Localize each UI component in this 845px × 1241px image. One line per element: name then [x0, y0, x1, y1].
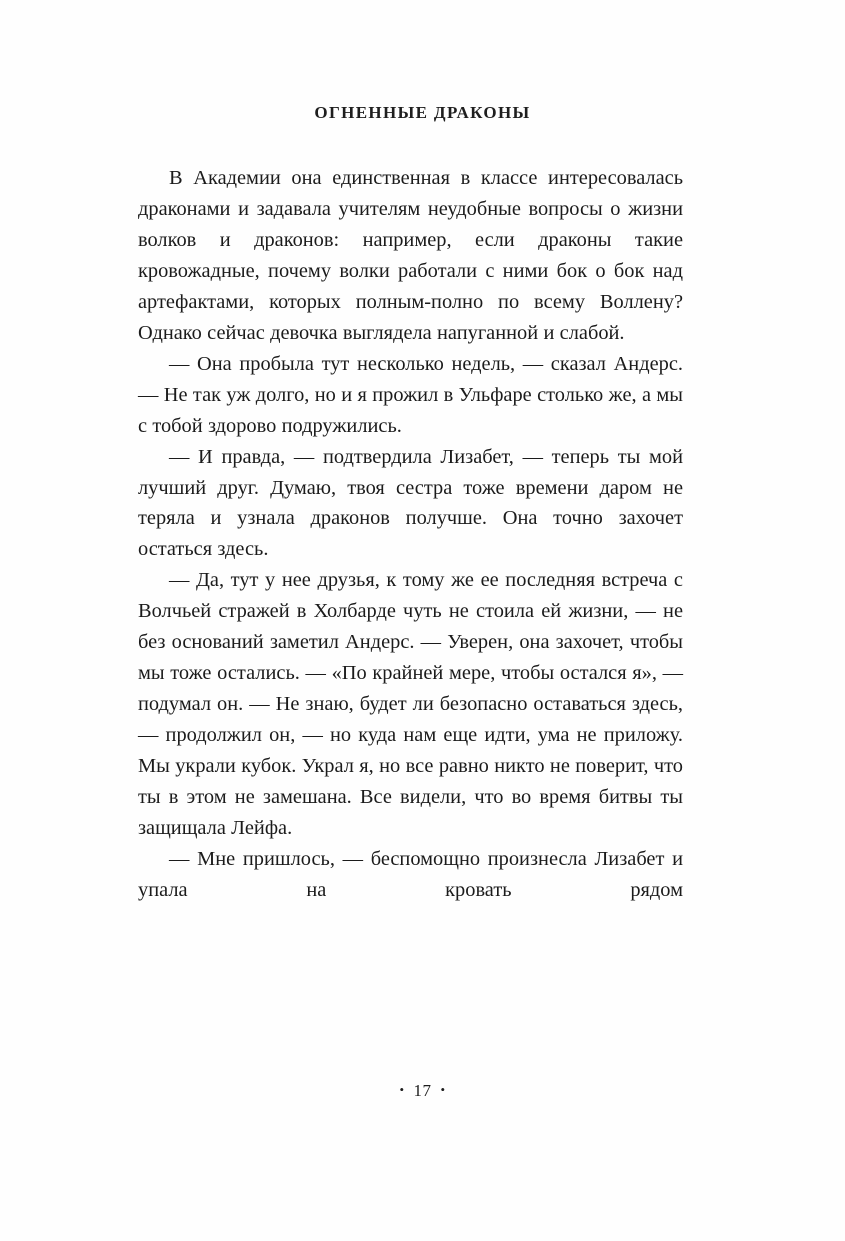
folio-ornament-right: • [440, 1082, 446, 1097]
folio-ornament-left: • [399, 1082, 405, 1097]
page-number: 17 [413, 1081, 432, 1100]
paragraph: — Она пробыла тут несколько недель, — сказал Андерс. — Не так уж долго, но и я прожил в Ульфаре столько же, а мы с тобой здорово подружились. [138, 352, 683, 437]
paragraph: — Мне пришлось, — беспомощно произнесла Лизабет и упала на кровать рядом [138, 847, 683, 901]
running-head: ОГНЕННЫЕ ДРАКОНЫ [314, 103, 531, 122]
paragraph: — Да, тут у нее друзья, к тому же ее последняя встреча с Волчьей стражей в Холбарде чуть не стоила ей жизни, — не без оснований заметил Андерс. — Уверен, она захочет, чтобы мы тоже остались. — «По крайней мере, чтобы остался я», — подумал он. — Не знаю, будет ли безопасно оставаться здесь, — продолжил он, — но куда нам еще идти, ума не приложу. Мы украли кубок. Украл я, но все равно никто не поверит, что ты в этом не замешана. Все видели, что во время битвы ты защищала Лейфа. [138, 569, 683, 840]
paragraph: В Академии она единственная в классе интересовалась драконами и задавала учителям неудобные вопросы о жизни волков и драконов: например, если драконы такие кровожадные, почему волки работали с ними бок о бок над артефактами, которых полным-полно по всему Воллену? Однако сейчас девочка выглядела напуганной и слабой. [138, 167, 683, 344]
page-folio [0, 1081, 845, 1101]
paragraph: — И правда, — подтвердила Лизабет, — теперь ты мой лучший друг. Думаю, твоя сестра тоже времени даром не теряла и узнала драконов получше. Она точно захочет остаться здесь. [138, 445, 683, 561]
body-text-column [138, 163, 683, 906]
